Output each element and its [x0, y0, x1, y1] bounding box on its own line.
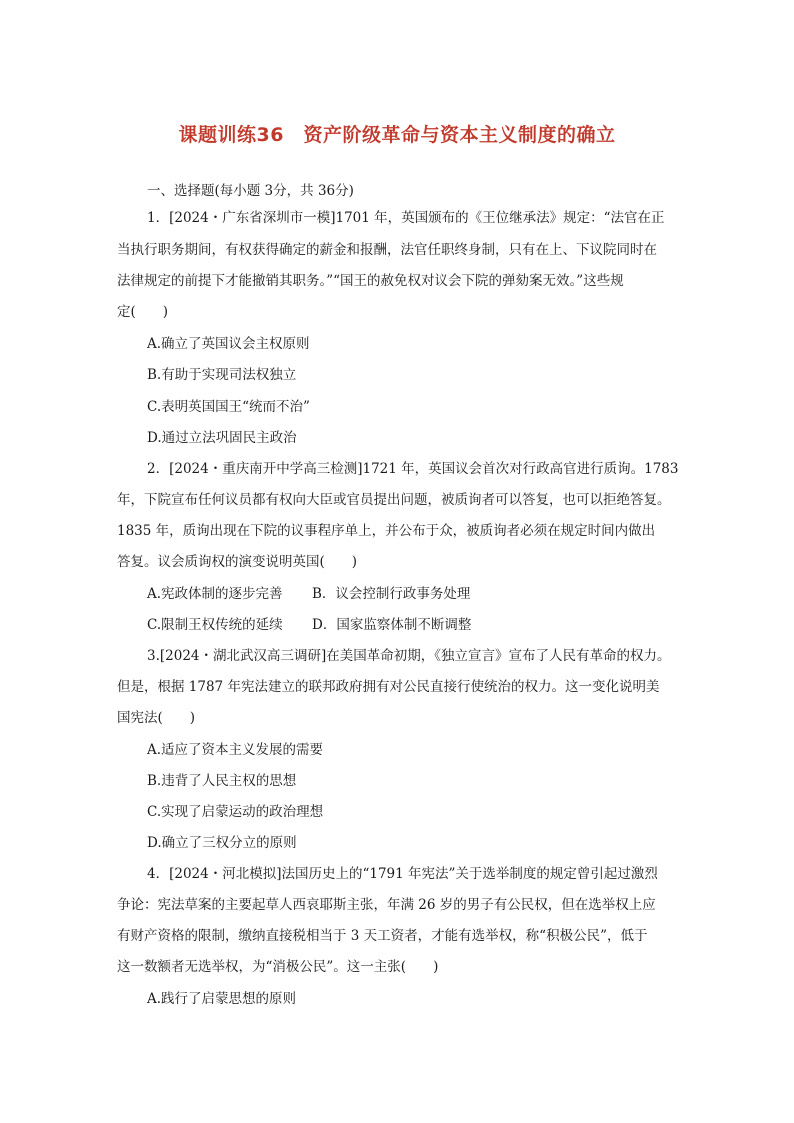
q2-line-2: 年，下院宣布任何议员都有权向大臣或官员提出问题，被质询者可以答复，也可以拒绝答复。: [117, 492, 671, 508]
q3-option-a: A.适应了资本主义发展的需要: [147, 742, 324, 758]
q4-line-2: 争论：宪法草案的主要起草人西哀耶斯主张，年满 26 岁的男子有公民权，但在选举权上应: [117, 897, 656, 913]
q4-line-1: 4．[2024・河北模拟]法国历史上的“1791 年宪法”关于选举制度的规定曾引起过激烈: [147, 866, 658, 882]
q1-line-1: 1．[2024・广东省深圳市一模]1701 年，英国颁布的《王位继承法》规定：“法官在正: [147, 210, 665, 226]
q1-line-4: 定( ): [117, 304, 169, 320]
q3-option-b: B.违背了人民主权的思想: [147, 773, 297, 789]
section-heading: 一、选择题(每小题 3分，共 36分): [147, 183, 354, 199]
page-title: 课题训练36 资产阶级革命与资本主义制度的确立: [178, 124, 616, 146]
q1-line-3: 法律规定的前提下才能撤销其职务。”“国王的赦免权对议会下院的弹劾案无效。”这些规: [117, 273, 624, 289]
q1-option-c: C.表明英国国王“统而不治”: [147, 399, 310, 415]
q3-option-d: D.确立了三权分立的原则: [147, 835, 297, 851]
q2-option-d: D．国家监察体制不断调整: [312, 617, 472, 633]
q4-line-3: 有财产资格的限制，缴纳直接税相当于 3 天工资者，才能有选举权，称“积极公民”，低于: [117, 928, 648, 944]
q1-option-a: A.确立了英国议会主权原则: [147, 336, 310, 352]
q4-line-4: 这一数额者无选举权，为“消极公民”。这一主张( ): [117, 959, 439, 975]
q3-line-2: 但是，根据 1787 年宪法建立的联邦政府拥有对公民直接行使统治的权力。这一变化说明美: [117, 679, 660, 695]
q2-line-1: 2．[2024・重庆南开中学高三检测]1721 年，英国议会首次对行政高官进行质询。1783: [147, 461, 679, 477]
q2-line-4: 答复。议会质询权的演变说明英国( ): [117, 554, 358, 570]
q3-line-3: 国宪法( ): [117, 710, 196, 726]
q3-line-1: 3.[2024・湖北武汉高三调研]在美国革命初期，《独立宣言》宣布了人民有革命的权力。: [147, 648, 671, 664]
q4-option-a: A.践行了启蒙思想的原则: [147, 991, 297, 1007]
q1-option-b: B.有助于实现司法权独立: [147, 367, 297, 383]
q2-option-b: B．议会控制行政事务处理: [312, 586, 471, 602]
q1-line-2: 当执行职务期间，有权获得确定的薪金和报酬，法官任职终身制，只有在上、下议院同时在: [117, 242, 657, 258]
q2-option-c: C.限制王权传统的延续: [147, 617, 283, 633]
q2-option-a: A.宪政体制的逐步完善: [147, 586, 283, 602]
q2-line-3: 1835 年，质询出现在下院的议事程序单上，并公布于众，被质询者必须在规定时间内做出: [117, 523, 656, 539]
q3-option-c: C.实现了启蒙运动的政治理想: [147, 804, 324, 820]
q1-option-d: D.通过立法巩固民主政治: [147, 430, 297, 446]
